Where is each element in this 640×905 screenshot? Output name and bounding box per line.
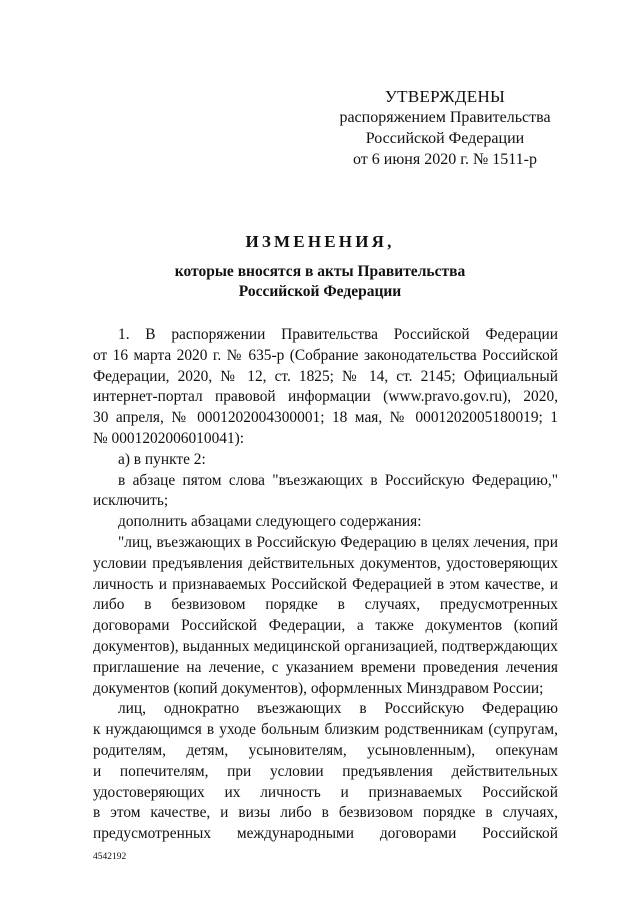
body-line: документов (копий документов), оформленных Минздравом России;	[93, 679, 544, 697]
body-line: договорами Российской Федерации, а также документов (копий	[93, 617, 558, 635]
body-line: лиц, однократно въезжающих в Российскую Федерацию	[118, 700, 558, 718]
approval-heading: УТВЕРЖДЕНЫ	[384, 87, 506, 106]
body-line: Федерации, 2020, № 12, ст. 1825; № 14, ст. 2145; Официальный	[93, 367, 558, 385]
body-line: удостоверяющих их личность и признаваемых Российской	[93, 783, 558, 801]
document-code: 4542192	[93, 852, 127, 862]
approval-date-number: от 6 июня 2020 г. № 1511-р	[353, 151, 537, 168]
body-line: от 16 марта 2020 г. № 635-р (Собрание законодательства Российской	[93, 346, 558, 364]
body-line: 30 апреля, № 0001202004300001; 18 мая, № 0001202005180019; 1	[93, 409, 558, 427]
body-line: личность и признаваемых Российской Федерацией в этом качестве, и	[93, 575, 558, 593]
body-line: либо в безвизовом порядке в случаях, предусмотренных	[93, 596, 558, 614]
subtitle-line-1: которые вносятся в акты Правительства	[174, 263, 466, 280]
body-line: в абзаце пятом слова "въезжающих в Российскую Федерацию,"	[118, 471, 558, 489]
body-line: и попечителям, при условии предъявления действительных	[93, 762, 558, 780]
body-line: условии предъявления действительных документов, удостоверяющих	[93, 554, 558, 572]
body-line: родителям, детям, усыновителям, усыновленным), опекунам	[93, 741, 558, 759]
body-line: "лиц, въезжающих в Российскую Федерацию в целях лечения, при	[118, 533, 558, 551]
approval-government: Российской Федерации	[365, 130, 525, 147]
document-body	[93, 325, 558, 845]
body-line: интернет-портал правовой информации (www.pravo.gov.ru), 2020,	[93, 388, 558, 406]
body-line: № 0001202006010041):	[93, 429, 245, 447]
body-line: 1. В распоряжении Правительства Российской Федерации	[118, 326, 558, 343]
body-line: дополнить абзацами следующего содержания:	[118, 513, 422, 531]
document-subtitle	[0, 262, 640, 302]
approval-by: распоряжением Правительства	[339, 109, 551, 126]
body-line: исключить;	[93, 492, 169, 510]
body-line: предусмотренных международными договорами Российской	[93, 825, 558, 843]
body-line: к нуждающимся в уходе больным близким родственникам (супругам,	[93, 721, 558, 739]
body-line: приглашение на лечение, с указанием времени проведения лечения	[93, 658, 558, 676]
body-line: в этом качестве, и визы либо в безвизовом порядке в случаях,	[93, 804, 558, 822]
body-line: документов), выданных медицинской организацией, подтверждающих	[93, 637, 558, 655]
body-line: а) в пункте 2:	[118, 450, 206, 468]
approval-block	[330, 86, 560, 170]
document-title: ИЗМЕНЕНИЯ,	[245, 232, 395, 251]
subtitle-line-2: Российской Федерации	[238, 283, 402, 300]
